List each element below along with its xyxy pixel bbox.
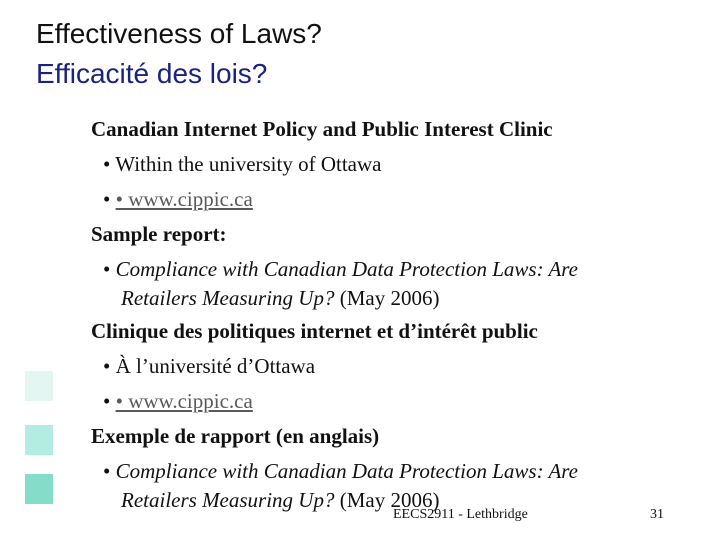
page-number: 31 — [650, 507, 664, 522]
clinic-heading-french: Clinique des politiques internet et d’intérêt public — [91, 319, 538, 343]
clinic-heading-english: Canadian Internet Policy and Public Interest Clinic — [91, 117, 553, 141]
bullet-website-english[interactable] — [103, 186, 253, 212]
exemple-rapport-heading: Exemple de rapport (en anglais) — [91, 424, 380, 448]
report-continuation-french — [121, 487, 439, 513]
sample-report-heading: Sample report: — [91, 222, 227, 246]
footer-course-label: EECS2911 - Lethbridge — [393, 507, 528, 522]
report-title-line-1: Compliance with Canadian Data Protection Laws: Are — [115, 459, 578, 483]
bullet-university: • Within the university of Ottawa — [103, 152, 382, 176]
bullet-website-french[interactable] — [103, 388, 253, 414]
bullet-char: • — [103, 257, 111, 281]
decorative-square-light — [25, 371, 53, 401]
report-continuation-english — [121, 285, 439, 311]
report-date: (May 2006) — [339, 286, 440, 310]
bullet-char: • — [103, 459, 111, 483]
report-date: (May 2006) — [339, 488, 440, 512]
bullet-char: • — [103, 187, 111, 211]
slide-title-english: Effectiveness of Laws? — [36, 18, 322, 49]
decorative-square-dark — [25, 474, 53, 504]
bullet-universite: • À l’université d’Ottawa — [103, 354, 316, 378]
bullet-char: • — [103, 389, 111, 413]
website-link-english[interactable]: • www.cippic.ca — [115, 187, 253, 211]
decorative-square-medium — [25, 425, 53, 455]
report-title-line-2: Retailers Measuring Up? — [121, 286, 335, 310]
report-bullet-french — [103, 458, 578, 484]
report-title-line-1: Compliance with Canadian Data Protection Laws: Are — [115, 257, 578, 281]
slide-title-french: Efficacité des lois? — [36, 58, 268, 89]
website-link-french[interactable]: • www.cippic.ca — [115, 389, 253, 413]
report-title-line-2: Retailers Measuring Up? — [121, 488, 335, 512]
report-bullet-english — [103, 256, 578, 282]
